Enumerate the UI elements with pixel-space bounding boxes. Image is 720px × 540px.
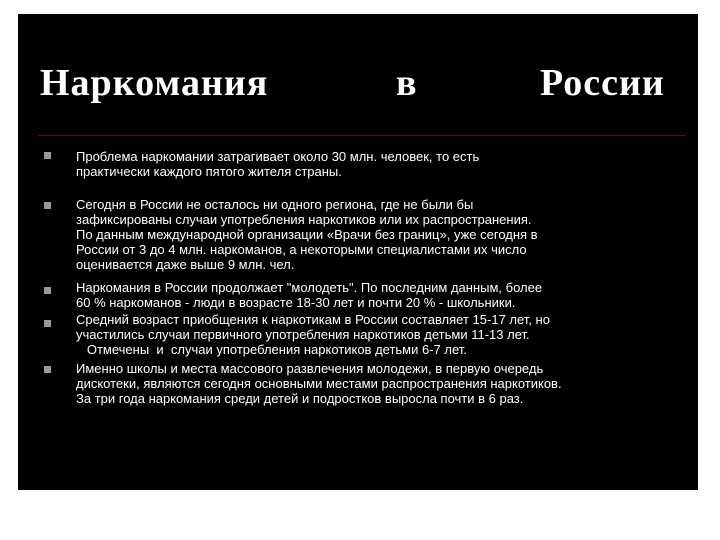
- paragraph-line: зафиксированы случаи употребления наркотиков или их распространения.: [76, 212, 532, 227]
- slide: [17, 13, 699, 491]
- paragraph-3: [76, 280, 696, 310]
- paragraph-2: [76, 197, 696, 272]
- paragraph-line: дискотеки, являются сегодня основными местами распространения наркотиков.: [76, 376, 562, 391]
- paragraph-line: Именно школы и места массового развлечения молодежи, в первую очередь: [76, 361, 544, 376]
- paragraph-line: Проблема наркомании затрагивает около 30 млн. человек, то есть: [76, 149, 480, 164]
- paragraph-4: [76, 312, 696, 357]
- paragraph-line: России от 3 до 4 млн. наркоманов, а некоторыми специалистами их число: [76, 242, 527, 257]
- paragraph-line: 60 % наркоманов - люди в возрасте 18-30 лет и почти 20 % - школьники.: [76, 295, 516, 310]
- bullet-icon: [44, 287, 51, 294]
- paragraph-line: практически каждого пятого жителя страны.: [76, 164, 342, 179]
- bullet-icon: [44, 202, 51, 209]
- paragraph-1: [76, 149, 696, 179]
- paragraph-line: За три года наркомания среди детей и подростков выросла почти в 6 раз.: [76, 391, 524, 406]
- title-word-2: в: [396, 62, 417, 104]
- paragraph-5: [76, 361, 696, 406]
- paragraph-line: участились случаи первичного употребления наркотиков детьми 11-13 лет.: [76, 327, 530, 342]
- bullet-icon: [44, 320, 51, 327]
- paragraph-line: Отмечены и случаи употребления наркотиков детьми 6-7 лет.: [76, 342, 467, 357]
- paragraph-line: Сегодня в России не осталось ни одного региона, где не были бы: [76, 197, 474, 212]
- bullet-icon: [44, 366, 51, 373]
- paragraph-line: оценивается даже выше 9 млн. чел.: [76, 257, 295, 272]
- slide-title: [18, 58, 698, 108]
- title-word-1: Наркомания: [40, 62, 269, 104]
- title-word-3: России: [540, 62, 665, 104]
- paragraph-line: По данным международной организации «Врачи без границ», уже сегодня в: [76, 227, 538, 242]
- bullet-icon: [44, 152, 51, 159]
- paragraph-line: Наркомания в России продолжает "молодеть". По последним данным, более: [76, 280, 543, 295]
- title-divider: [38, 135, 686, 136]
- paragraph-line: Средний возраст приобщения к наркотикам в России составляет 15-17 лет, но: [76, 312, 550, 327]
